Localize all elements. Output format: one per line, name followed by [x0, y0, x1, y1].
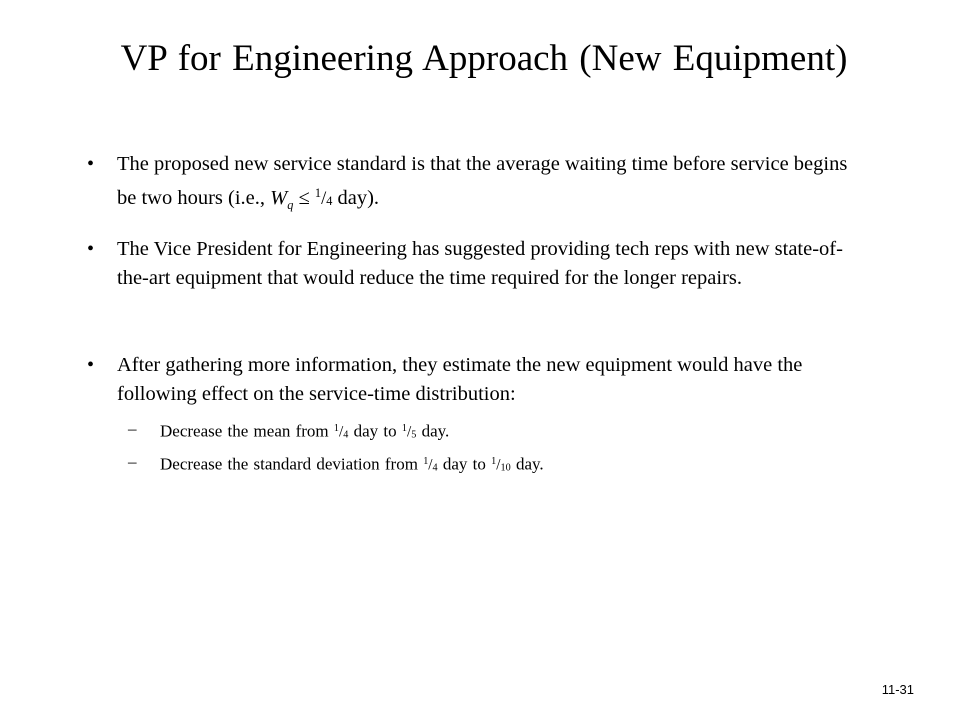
- sub-bullet-text: day to: [437, 454, 492, 474]
- sub-bullet-marker: –: [128, 419, 137, 438]
- sub-bullet-text-end: day.: [510, 454, 544, 474]
- bullet-item-estimate: [87, 351, 857, 409]
- fraction-numerator: 1: [401, 423, 407, 434]
- bullet-marker: •: [87, 238, 95, 260]
- bullet-marker: •: [87, 153, 95, 175]
- fraction-denominator: 4: [432, 462, 438, 474]
- bullet-text: After gathering more information, they estimate the new equipment would have the following effect on the service-time distribution:: [117, 354, 803, 405]
- bullet-text-end: day).: [332, 186, 380, 209]
- fraction-numerator: 1: [314, 186, 322, 200]
- sub-bullet-text: day to: [348, 421, 402, 441]
- fraction-slash: /: [321, 187, 327, 208]
- sub-bullet-text: Decrease the mean from: [160, 421, 334, 441]
- sub-bullet-std-dev: – Decrease the standard deviation from $^1$/4 day to $^1$/10 day.: [128, 452, 544, 474]
- sub-bullet-text-end: day.: [416, 421, 450, 441]
- fraction-denominator: 5: [411, 429, 417, 441]
- bullet-item-service-standard: [87, 150, 857, 216]
- slide-title: VP for Engineering Approach (New Equipment): [120, 38, 848, 79]
- bullet-marker: •: [87, 354, 95, 376]
- page-number: 11-31: [881, 682, 914, 697]
- sub-bullet-mean: – Decrease the mean from $^1$/4 day to $^1$/5 day.: [128, 419, 450, 441]
- bullet-item-vp-suggestion: [87, 235, 857, 293]
- bullet-text: The proposed new service standard is that the average waiting time before service begins be two hours (i.e.,: [117, 153, 848, 209]
- fraction-numerator: 1: [491, 456, 497, 467]
- variable-subscript-q: q: [287, 197, 294, 212]
- bullet-text: The Vice President for Engineering has suggested providing tech reps with new state-of-the-art equipment that would reduce the time required for the longer repairs.: [117, 238, 843, 289]
- sub-bullet-marker: –: [128, 452, 137, 471]
- fraction-numerator: 1: [423, 456, 429, 467]
- fraction-numerator: 1: [333, 423, 340, 434]
- fraction-denominator: 4: [326, 193, 333, 208]
- sub-bullet-text: Decrease the standard deviation from: [160, 454, 424, 474]
- variable-w: W: [270, 186, 288, 209]
- fraction-denominator: 10: [500, 462, 511, 474]
- fraction-denominator: 4: [343, 429, 349, 441]
- relation-symbol: ≤: [293, 186, 315, 209]
